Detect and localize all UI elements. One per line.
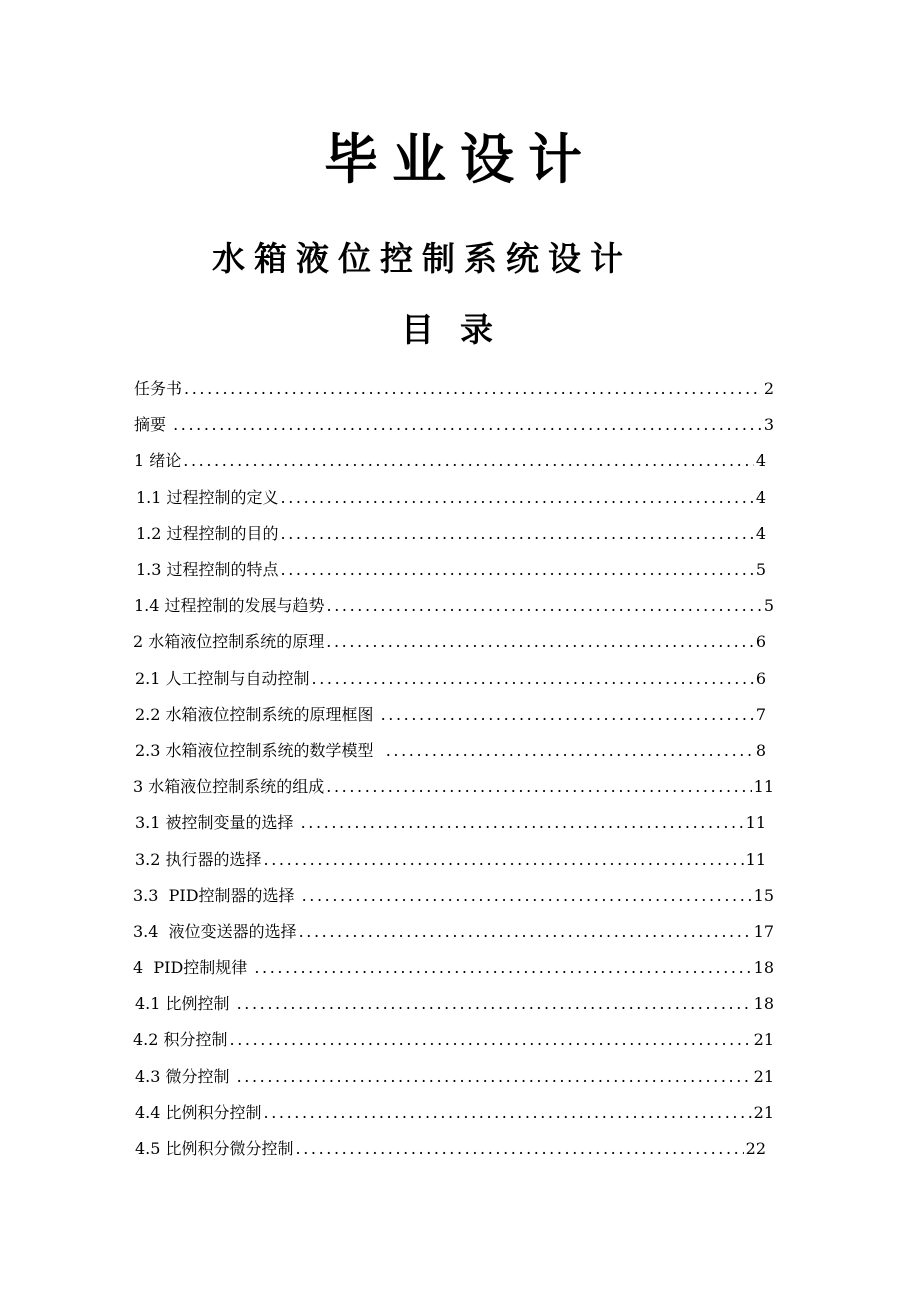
toc-entry-page-number: 5: [763, 596, 774, 616]
toc-entry[interactable]: [0, 805, 920, 841]
toc-entry-page-number: 11: [745, 849, 766, 869]
toc-entry-label: 4.2 积分控制: [133, 1030, 228, 1050]
toc-leader-dots: [173, 414, 762, 436]
toc-entry[interactable]: [0, 371, 920, 407]
toc-entry-page-number: 17: [753, 921, 774, 941]
toc-entry-label: 4 PID控制规律: [133, 958, 253, 978]
toc-entry[interactable]: [0, 1059, 920, 1095]
toc-entry-label: 4.4 比例积分控制: [135, 1102, 262, 1122]
toc-entry-page-number: 4: [755, 487, 766, 507]
toc-entry-page-number: 11: [753, 777, 774, 797]
toc-entry[interactable]: [0, 624, 920, 660]
toc-heading: 目录: [401, 310, 519, 349]
toc-entry[interactable]: [0, 914, 920, 950]
toc-entry-label: 4.1 比例控制: [135, 994, 235, 1014]
toc-entry[interactable]: [0, 697, 920, 733]
toc-entry-page-number: 4: [755, 451, 766, 471]
toc-entry-page-number: 22: [745, 1139, 766, 1159]
document-subtitle: 水箱液位控制系统设计: [212, 239, 632, 278]
toc-entry-page-number: 6: [755, 668, 766, 688]
toc-entry-page-number: 21: [753, 1102, 774, 1122]
toc-leader-dots: [237, 993, 752, 1015]
toc-leader-dots: [184, 378, 762, 400]
toc-entry-label: 1 绪论: [134, 451, 182, 471]
toc-entry[interactable]: [0, 950, 920, 986]
toc-leader-dots: [281, 559, 754, 581]
toc-entry[interactable]: [0, 480, 920, 516]
document-title: 毕业设计: [324, 128, 596, 191]
toc-leader-dots: [302, 885, 752, 907]
toc-entry[interactable]: [0, 1095, 920, 1131]
toc-entry-page-number: 4: [755, 523, 766, 543]
toc-leader-dots: [183, 450, 754, 472]
toc-entry-page-number: 6: [755, 632, 766, 652]
toc-entry[interactable]: [0, 733, 920, 769]
toc-entry-label: 3.4 液位变送器的选择: [133, 921, 297, 941]
toc-entry-page-number: 3: [763, 415, 774, 435]
toc-entry-label: 2.3 水箱液位控制系统的数学模型: [135, 740, 384, 760]
toc-entry-label: 2 水箱液位控制系统的原理: [133, 632, 325, 652]
toc-entry-page-number: 11: [745, 813, 766, 833]
toc-entry[interactable]: [0, 986, 920, 1022]
toc-entry-label: 1.3 过程控制的特点: [136, 560, 279, 580]
toc-entry-page-number: 5: [755, 560, 766, 580]
toc-entry[interactable]: [0, 552, 920, 588]
toc-entry-label: 4.5 比例积分微分控制: [135, 1139, 294, 1159]
toc-entry-label: 1.4 过程控制的发展与趋势: [134, 596, 325, 616]
toc-leader-dots: [326, 631, 754, 653]
table-of-contents: [0, 371, 920, 1167]
toc-leader-dots: [254, 957, 751, 979]
toc-entry[interactable]: [0, 588, 920, 624]
toc-entry[interactable]: [0, 516, 920, 552]
toc-entry[interactable]: [0, 878, 920, 914]
toc-entry[interactable]: [0, 1131, 920, 1167]
toc-leader-dots: [296, 1138, 744, 1160]
toc-leader-dots: [326, 776, 751, 798]
toc-leader-dots: [237, 1066, 752, 1088]
toc-leader-dots: [281, 487, 754, 509]
toc-entry-label: 1.1 过程控制的定义: [136, 487, 279, 507]
toc-entry-label: 1.2 过程控制的目的: [136, 523, 279, 543]
toc-entry-label: 2.1 人工控制与自动控制: [135, 668, 310, 688]
toc-entry-label: 3 水箱液位控制系统的组成: [133, 777, 325, 797]
toc-entry[interactable]: [0, 661, 920, 697]
toc-leader-dots: [301, 812, 744, 834]
toc-entry-label: 4.3 微分控制: [135, 1066, 235, 1086]
toc-leader-dots: [281, 523, 754, 545]
toc-entry-page-number: 21: [753, 1030, 774, 1050]
toc-entry-page-number: 18: [753, 958, 774, 978]
toc-leader-dots: [264, 1102, 752, 1124]
toc-entry[interactable]: [0, 841, 920, 877]
toc-entry-label: 2.2 水箱液位控制系统的原理框图: [135, 704, 379, 724]
toc-entry[interactable]: [0, 407, 920, 443]
toc-entry-page-number: 18: [753, 994, 774, 1014]
toc-entry[interactable]: [0, 1022, 920, 1058]
toc-leader-dots: [230, 1029, 752, 1051]
toc-leader-dots: [327, 595, 762, 617]
toc-entry[interactable]: [0, 769, 920, 805]
toc-entry[interactable]: [0, 443, 920, 479]
toc-entry-page-number: 15: [753, 885, 774, 905]
toc-entry-label: 3.1 被控制变量的选择: [135, 813, 299, 833]
toc-entry-label: 3.2 执行器的选择: [135, 849, 262, 869]
toc-entry-page-number: 21: [753, 1066, 774, 1086]
toc-leader-dots: [299, 921, 752, 943]
toc-entry-page-number: 8: [755, 740, 766, 760]
toc-leader-dots: [381, 704, 754, 726]
toc-entry-label: 摘要: [134, 415, 172, 435]
toc-leader-dots: [312, 668, 754, 690]
toc-entry-label: 任务书: [134, 379, 183, 399]
toc-entry-label: 3.3 PID控制器的选择: [133, 885, 300, 905]
toc-leader-dots: [264, 849, 744, 871]
toc-leader-dots: [386, 740, 754, 762]
toc-entry-page-number: 2: [763, 379, 774, 399]
toc-entry-page-number: 7: [755, 704, 766, 724]
